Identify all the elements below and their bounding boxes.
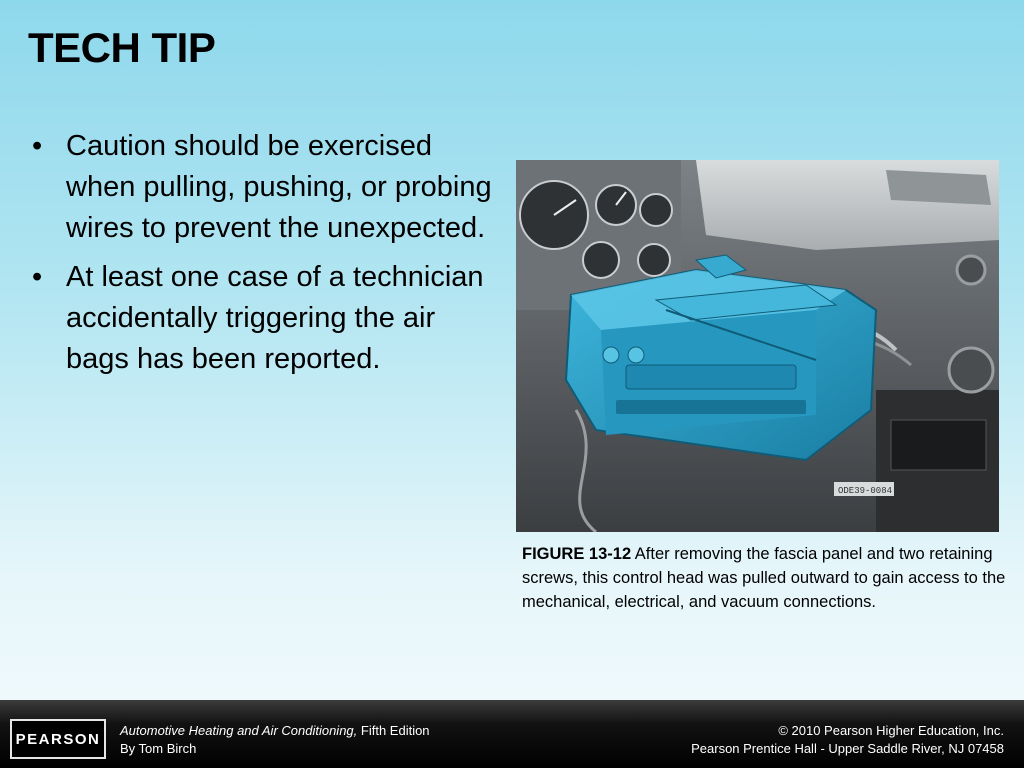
bullet-item [28, 126, 498, 249]
part-number-sticker: ODE39-0084 [838, 486, 893, 496]
copyright-text: © 2010 Pearson Higher Education, Inc. [778, 723, 1004, 738]
footer-publisher-info [691, 722, 1004, 758]
bullet-text: At least one case of a technician accidentally triggering the air bags has been reported. [66, 261, 484, 375]
bullet-icon: • [32, 261, 43, 293]
bullet-item [28, 257, 498, 380]
slide-title: TECH TIP [28, 24, 216, 71]
figure-caption-text: After removing the fascia panel and two retaining screws, this control head was pulled outward to gain access to the mechanical, electrical, and vacuum connections. [522, 545, 1006, 611]
bullet-icon: • [32, 130, 43, 162]
figure-label: FIGURE 13-12 [522, 545, 632, 563]
book-author: By Tom Birch [120, 741, 197, 756]
bullet-list [28, 126, 498, 388]
publisher-text: Pearson Prentice Hall - Upper Saddle River, NJ 07458 [691, 741, 1004, 756]
book-title: Automotive Heating and Air Conditioning, [120, 723, 358, 738]
footer [0, 700, 1024, 768]
footer-book-info [120, 722, 430, 758]
control-head-photo-illustration [516, 160, 999, 532]
book-edition: Fifth Edition [357, 723, 430, 738]
pearson-logo: PEARSON [10, 719, 106, 759]
figure-photo [516, 160, 999, 532]
bullet-text: Caution should be exercised when pulling, pushing, or probing wires to prevent the unexpected. [66, 130, 492, 244]
figure-caption [522, 542, 1012, 614]
